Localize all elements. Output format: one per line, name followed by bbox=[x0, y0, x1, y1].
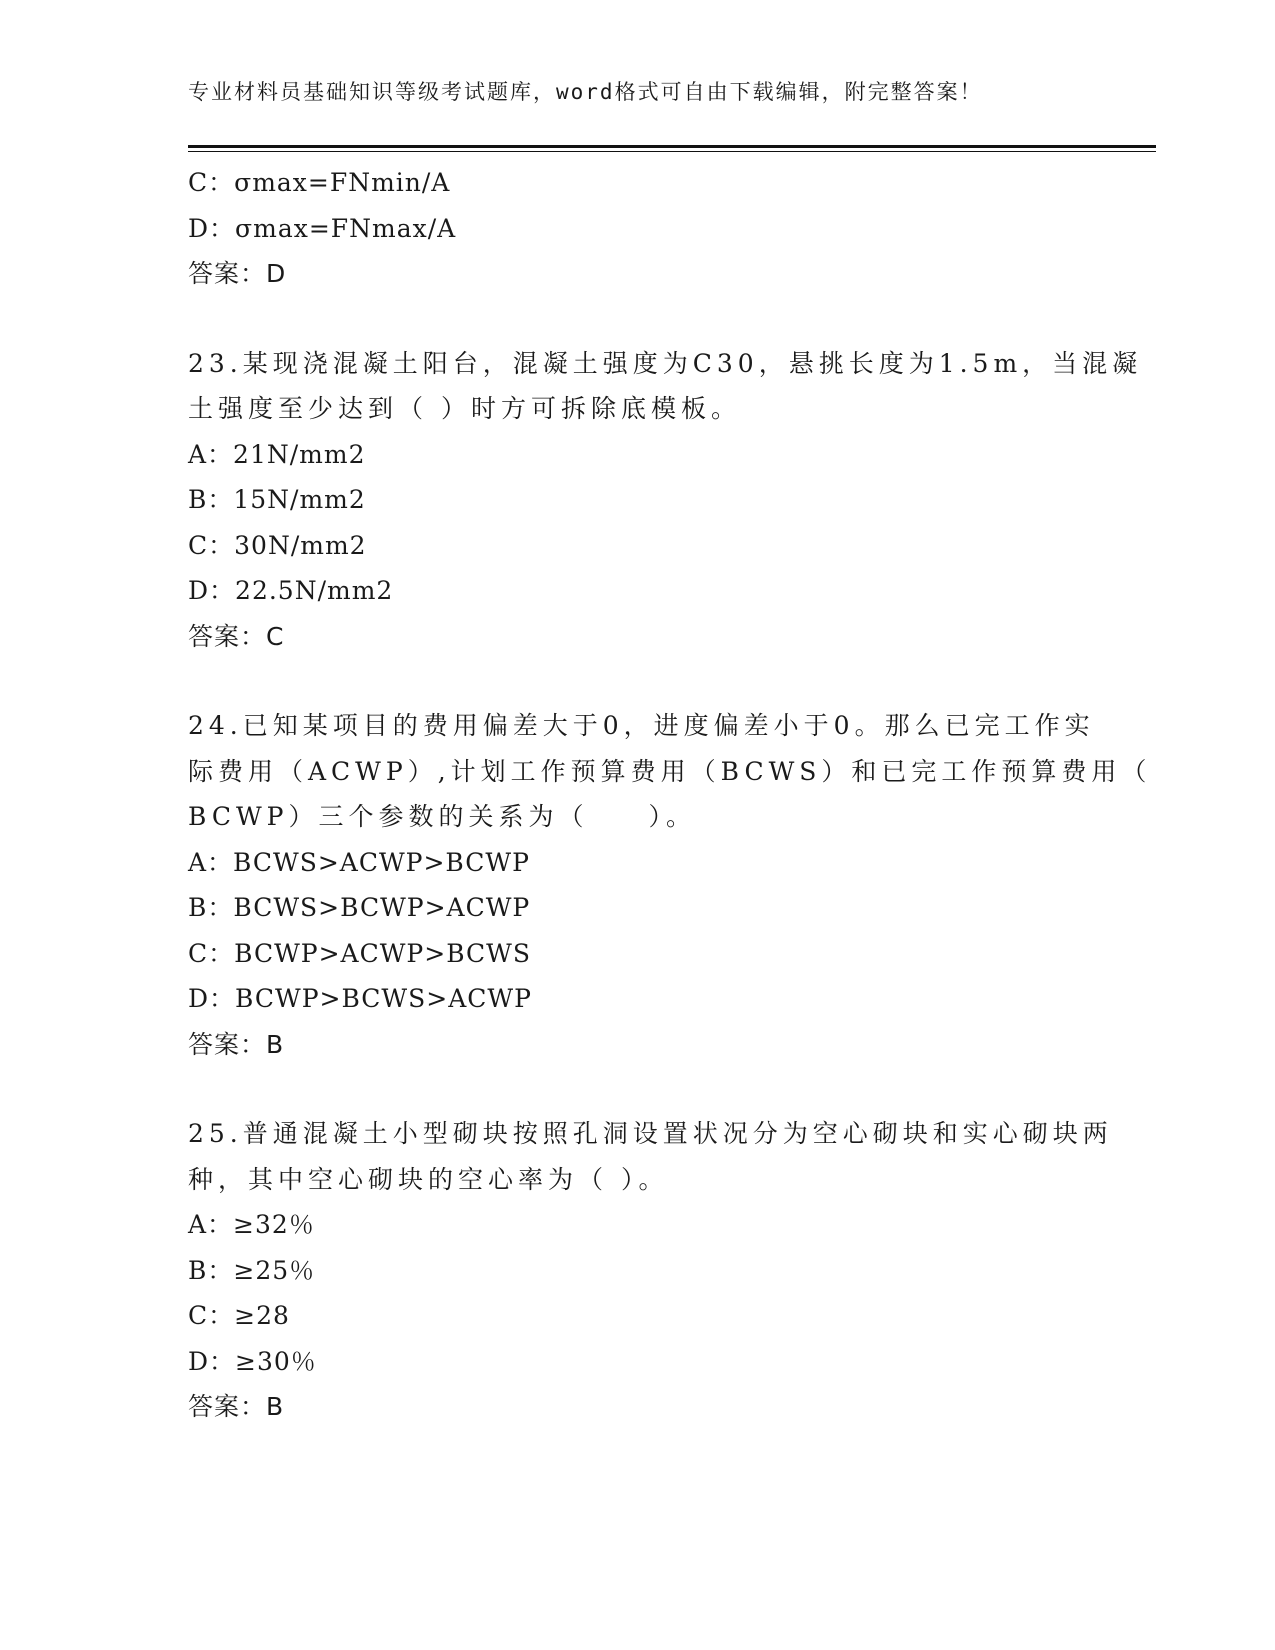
option-a: A：21N/mm2 bbox=[188, 439, 366, 469]
option-b: B：≥25％ bbox=[188, 1255, 316, 1285]
question-23 bbox=[188, 341, 1143, 660]
question-text: 土强度至少达到（ ）时方可拆除底模板。 bbox=[188, 394, 741, 423]
answer-line: 答案：C bbox=[188, 621, 285, 651]
option-d: D：22.5N/mm2 bbox=[188, 576, 394, 605]
answer-line: 答案：B bbox=[188, 1029, 285, 1059]
header-rule-thick bbox=[188, 145, 1156, 148]
option-c: C：≥28 bbox=[188, 1301, 290, 1330]
question-text: 际费用（ACWP）,计划工作预算费用（BCWS）和已完工作预算费用（ bbox=[188, 756, 1152, 786]
option-a: A：≥32％ bbox=[188, 1210, 315, 1239]
option-d: D：≥30％ bbox=[188, 1346, 317, 1376]
question-24 bbox=[188, 703, 1152, 1067]
option-c: C：σmax=FNmin/A bbox=[188, 168, 451, 197]
option-c: C：30N/mm2 bbox=[188, 530, 367, 560]
question-text: 种，其中空心砌块的空心率为（ ）。 bbox=[188, 1164, 669, 1194]
option-d: D：BCWP>BCWS>ACWP bbox=[188, 984, 532, 1013]
option-b: B：BCWS>BCWP>ACWP bbox=[188, 893, 531, 922]
question-text: BCWP）三个参数的关系为（ ）。 bbox=[188, 802, 696, 831]
question-text: 24.已知某项目的费用偏差大于0，进度偏差小于0。那么已完工作实 bbox=[188, 711, 1095, 740]
question-text: 25.普通混凝土小型砌块按照孔洞设置状况分为空心砌块和实心砌块两 bbox=[188, 1119, 1113, 1148]
question-text: 23.某现浇混凝土阳台，混凝土强度为C30，悬挑长度为1.5m，当混凝 bbox=[188, 348, 1143, 378]
previous-question-tail bbox=[188, 160, 1088, 297]
option-c: C：BCWP>ACWP>BCWS bbox=[188, 938, 531, 968]
option-a: A：BCWS>ACWP>BCWP bbox=[188, 847, 530, 877]
page-header: 专业材料员基础知识等级考试题库，word格式可自由下载编辑，附完整答案！ bbox=[188, 80, 983, 104]
document-body bbox=[188, 160, 1152, 1430]
header-rule-thin bbox=[188, 151, 1156, 152]
answer-line: 答案：D bbox=[188, 259, 287, 288]
option-b: B：15N/mm2 bbox=[188, 485, 366, 514]
question-25 bbox=[188, 1111, 1113, 1430]
option-d: D：σmax=FNmax/A bbox=[188, 213, 457, 243]
answer-line: 答案：B bbox=[188, 1392, 285, 1421]
